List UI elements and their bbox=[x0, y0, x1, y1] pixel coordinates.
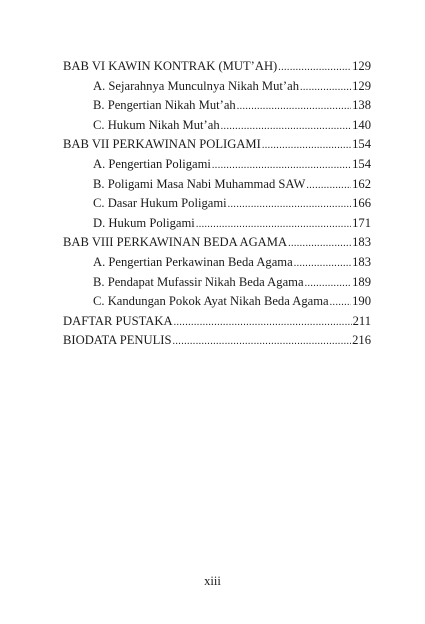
dot-leader bbox=[174, 313, 352, 333]
toc-entry-bab-viii-a bbox=[63, 253, 371, 273]
dot-leader bbox=[237, 97, 351, 117]
dot-leader bbox=[278, 58, 351, 78]
toc-entry-page: 162 bbox=[352, 176, 371, 191]
toc-entry-page: 183 bbox=[352, 254, 371, 269]
toc-entry-title: C. Dasar Hukum Poligami bbox=[93, 196, 227, 211]
toc-entry-bab-vi-b bbox=[63, 96, 371, 116]
toc-entry-page: 140 bbox=[352, 117, 371, 132]
toc-entry-page: 138 bbox=[352, 98, 371, 113]
dot-leader bbox=[288, 234, 351, 254]
toc-entry-bab-vi-a bbox=[63, 77, 371, 97]
table-of-contents bbox=[63, 57, 371, 351]
toc-entry-bab-vi bbox=[63, 57, 371, 77]
toc-entry-bab-vii bbox=[63, 135, 371, 155]
toc-entry-page: 189 bbox=[352, 274, 371, 289]
toc-entry-page: 154 bbox=[352, 156, 371, 171]
toc-entry-title: DAFTAR PUSTAKA bbox=[63, 313, 173, 328]
toc-entry-page: 183 bbox=[352, 235, 371, 250]
toc-entry-title: C. Hukum Nikah Mut’ah bbox=[93, 117, 220, 132]
dot-leader bbox=[228, 195, 351, 215]
toc-entry-title: A. Sejarahnya Munculnya Nikah Mut’ah bbox=[93, 78, 299, 93]
toc-entry-bab-vii-d bbox=[63, 214, 371, 234]
toc-entry-page: 129 bbox=[352, 59, 371, 73]
toc-entry-title: B. Pendapat Mufassir Nikah Beda Agama bbox=[93, 274, 304, 289]
toc-entry-page: 129 bbox=[352, 78, 371, 93]
dot-leader bbox=[173, 332, 352, 352]
toc-entry-page: 171 bbox=[352, 215, 371, 230]
toc-entry-bab-vii-b bbox=[63, 175, 371, 195]
toc-entry-page: 154 bbox=[352, 137, 371, 152]
toc-entry-title: A. Pengertian Perkawinan Beda Agama bbox=[93, 254, 293, 269]
dot-leader bbox=[294, 254, 351, 274]
toc-entry-biodata-penulis bbox=[63, 331, 371, 351]
toc-entry-bab-viii bbox=[63, 233, 371, 253]
toc-entry-bab-vii-c bbox=[63, 194, 371, 214]
dot-leader bbox=[306, 176, 351, 196]
dot-leader bbox=[305, 274, 352, 294]
toc-entry-daftar-pustaka bbox=[63, 312, 371, 332]
dot-leader bbox=[330, 293, 351, 313]
toc-entry-page: 166 bbox=[352, 196, 371, 211]
toc-entry-title: BAB VIII PERKAWINAN BEDA AGAMA bbox=[63, 235, 288, 250]
toc-entry-title: BAB VI KAWIN KONTRAK (MUT’AH) bbox=[63, 59, 278, 73]
page-number: xiii bbox=[204, 574, 221, 588]
toc-entry-title: A. Pengertian Poligami bbox=[93, 156, 211, 171]
dot-leader bbox=[300, 78, 351, 98]
dot-leader bbox=[212, 156, 351, 176]
toc-entry-bab-viii-c bbox=[63, 292, 371, 312]
toc-entry-title: D. Hukum Poligami bbox=[93, 215, 195, 230]
toc-entry-title: B. Poligami Masa Nabi Muhammad SAW bbox=[93, 176, 306, 191]
dot-leader bbox=[262, 136, 351, 156]
toc-entry-bab-vi-c bbox=[63, 116, 371, 136]
toc-entry-title: BIODATA PENULIS bbox=[63, 333, 172, 348]
toc-entry-page: 211 bbox=[352, 313, 371, 328]
toc-entry-title: BAB VII PERKAWINAN POLIGAMI bbox=[63, 137, 261, 152]
toc-entry-bab-vii-a bbox=[63, 155, 371, 175]
toc-entry-title: C. Kandungan Pokok Ayat Nikah Beda Agama bbox=[93, 294, 329, 309]
toc-entry-page: 216 bbox=[352, 333, 371, 348]
toc-entry-title: B. Pengertian Nikah Mut’ah bbox=[93, 98, 236, 113]
dot-leader bbox=[196, 215, 351, 235]
toc-entry-page: 190 bbox=[352, 294, 371, 309]
toc-entry-bab-viii-b bbox=[63, 273, 371, 293]
dot-leader bbox=[221, 117, 351, 137]
